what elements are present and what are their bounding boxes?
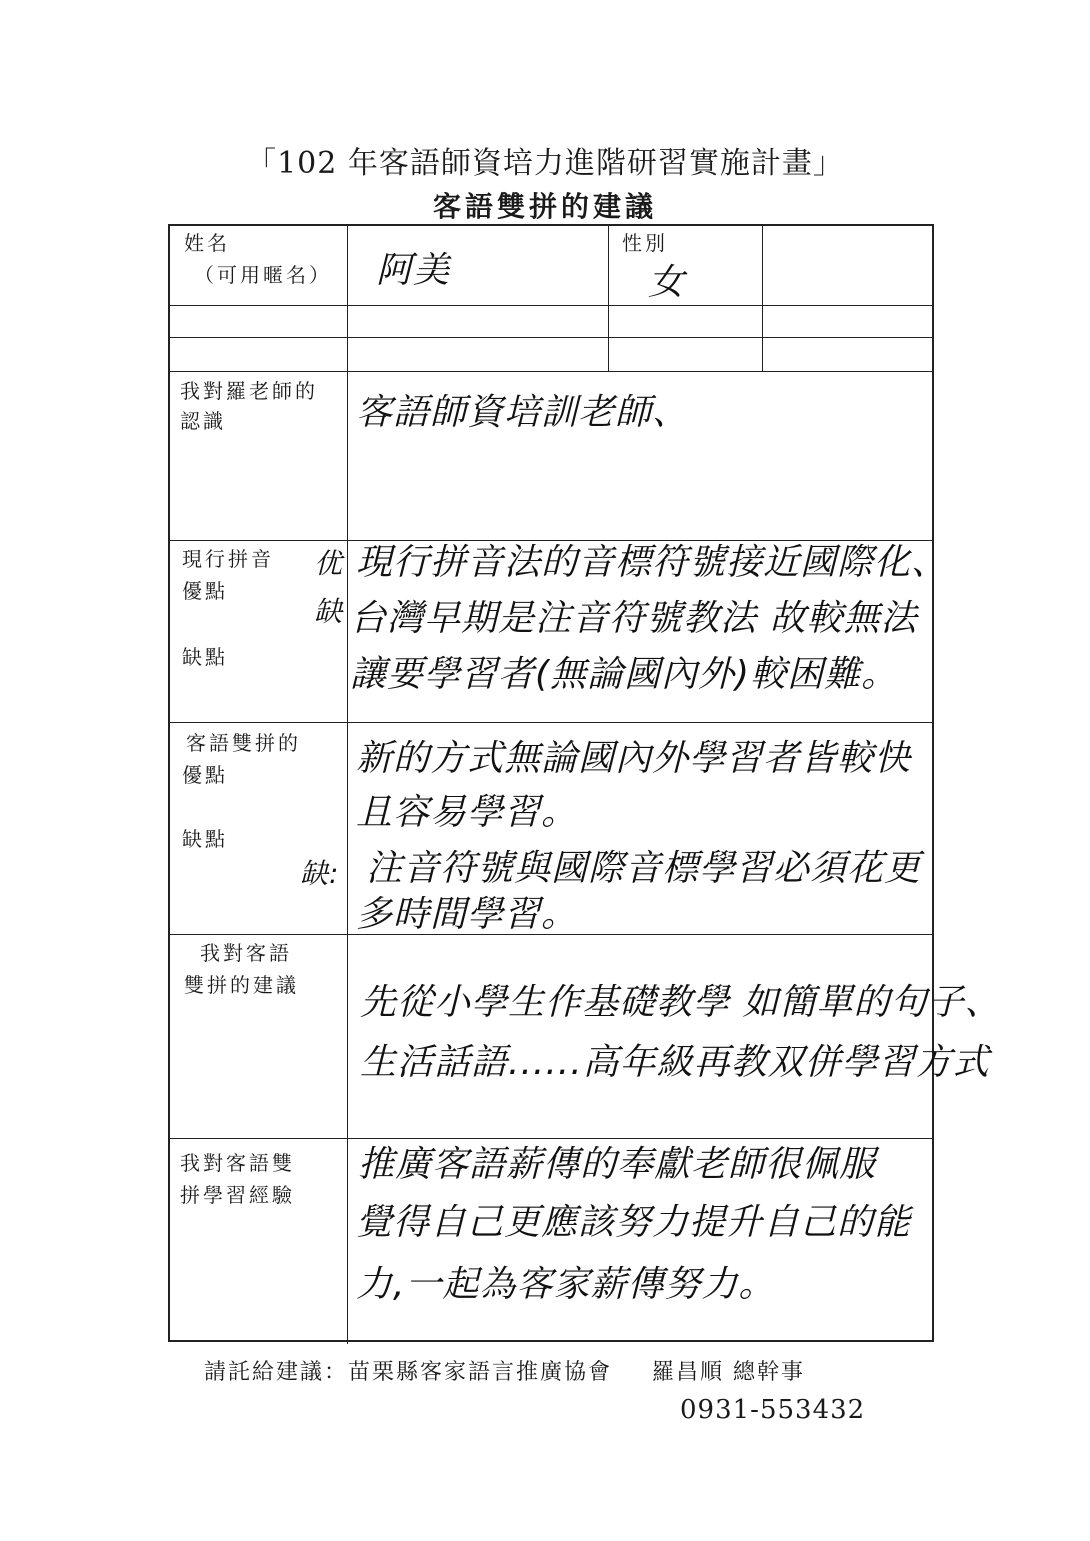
form-title: 「102 年客語師資培力進階研習實施計畫」 xyxy=(246,146,844,181)
dual-pros-label: 優點 xyxy=(182,763,228,787)
row-divider xyxy=(170,722,932,723)
row-divider xyxy=(170,305,932,306)
gender-value[interactable]: 女 xyxy=(648,262,686,303)
dual-value-line1[interactable]: 新的方式無論國內外學習者皆較快 xyxy=(356,738,912,779)
name-value[interactable]: 阿美 xyxy=(376,250,451,291)
experience-label-1: 我對客語雙 xyxy=(180,1151,295,1175)
form-subtitle: 客語雙拼的建議 xyxy=(432,190,657,223)
current-label: 現行拼音 xyxy=(182,547,274,571)
experience-value-line3[interactable]: 力,一起為客家薪傳努力。 xyxy=(356,1264,776,1305)
teacher-label: 我對羅老師的認識 xyxy=(180,379,318,433)
current-cons-label: 缺點 xyxy=(182,645,228,669)
suggestion-form xyxy=(168,224,1002,1342)
current-value-line1[interactable]: 現行拼音法的音標符號接近國際化、 xyxy=(356,542,949,583)
current-value-line3[interactable]: 讓要學習者(無論國內外)較困難。 xyxy=(350,654,899,695)
current-value-line2[interactable]: 台灣早期是注音符號教法 故較無法 xyxy=(350,598,918,639)
suggest-label-2: 雙拼的建議 xyxy=(184,973,299,997)
suggest-value-line1[interactable]: 先從小學生作基礎教學 如簡單的句子、 xyxy=(360,982,1002,1023)
footer-association: 請託給建議：苗栗縣客家語言推廣協會 xyxy=(204,1360,613,1385)
col-divider xyxy=(347,226,348,1344)
teacher-value[interactable]: 客語師資培訓老師、 xyxy=(356,392,690,433)
dual-cons-label: 缺點 xyxy=(182,827,228,851)
row-divider xyxy=(170,371,932,372)
current-margin-pros: 优 xyxy=(314,547,344,580)
current-pros-label: 優點 xyxy=(182,579,228,603)
col-divider xyxy=(762,226,763,371)
footer-contact-person: 羅昌順 總幹事 xyxy=(652,1360,806,1385)
suggest-label-1: 我對客語 xyxy=(200,941,292,965)
experience-label-2: 拼學習經驗 xyxy=(180,1183,295,1207)
footer-phone: 0931-553432 xyxy=(680,1395,866,1425)
dual-value-line4[interactable]: 多時間學習。 xyxy=(356,894,579,935)
row-divider xyxy=(170,337,932,338)
dual-label: 客語雙拼的 xyxy=(186,731,301,755)
experience-value-line2[interactable]: 覺得自己更應該努力提升自己的能 xyxy=(356,1202,912,1243)
current-margin-cons: 缺 xyxy=(314,595,344,628)
name-sublabel: （可用暱名） xyxy=(194,263,332,287)
dual-margin: 缺: xyxy=(300,857,340,890)
name-label: 姓名 xyxy=(184,231,230,255)
experience-value-line1[interactable]: 推廣客語薪傳的奉獻老師很佩服 xyxy=(358,1144,877,1185)
col-divider xyxy=(608,226,609,371)
dual-value-line2[interactable]: 且容易學習。 xyxy=(356,792,579,833)
footer-contact xyxy=(204,1355,805,1386)
gender-label: 性別 xyxy=(622,231,668,255)
dual-value-line3[interactable]: 注音符號與國際音標學習必須花更 xyxy=(366,848,922,889)
suggest-value-line2[interactable]: 生活話語......高年級再教双併學習方式 xyxy=(360,1042,990,1083)
